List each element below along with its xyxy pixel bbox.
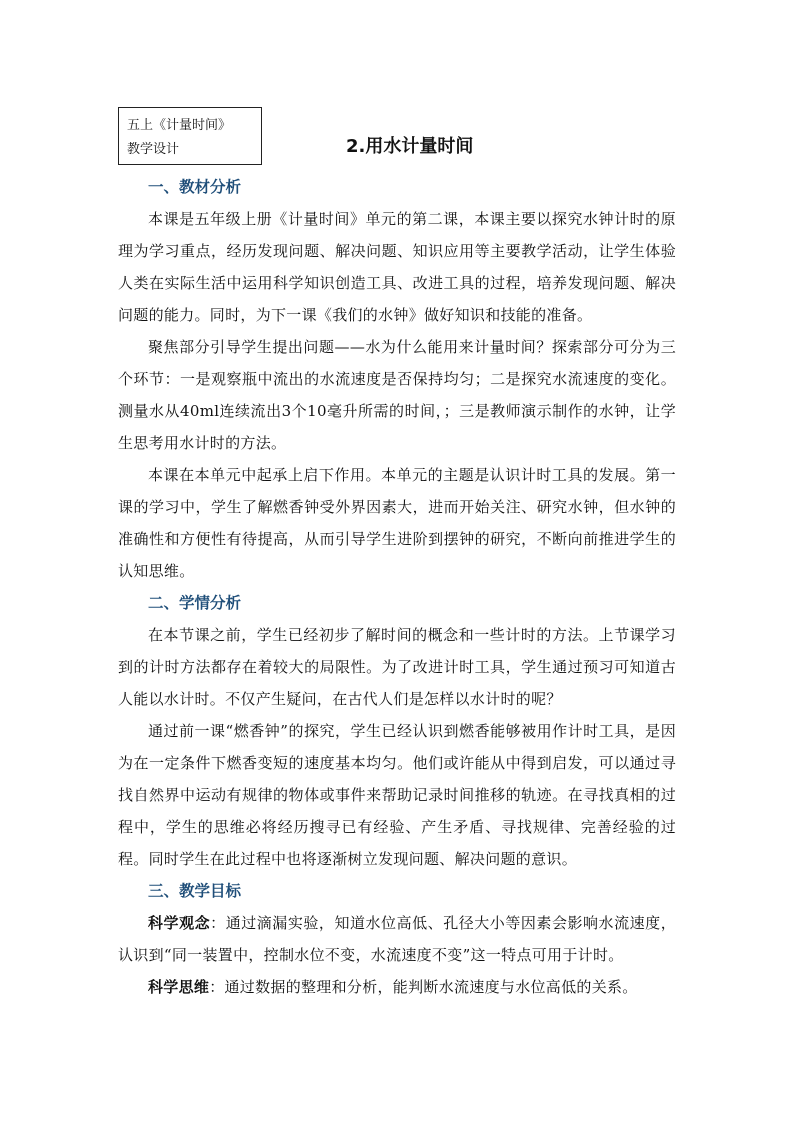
paragraph: 通过前一课“燃香钟”的探究，学生已经认识到燃香能够被用作计时工具，是因为在一定条件下燃香变短的速度基本均匀。他们或许能从中得到启发，可以通过寻找自然界中运动有规律的物体或事件来帮助记录时间推移的轨迹。在寻找真相的过程中，学生的思维必将经历搜寻已有经验、产生矛盾、寻找规律、完善经验的过程。同时学生在此过程中也将逐渐树立发现问题、解决问题的意识。: [118, 722, 676, 868]
section-heading-textbook-analysis: 一、教材分析: [148, 178, 242, 196]
document-title: 2.用水计量时间: [346, 136, 474, 157]
document-body: [118, 171, 676, 1003]
goal-paragraph: [118, 971, 676, 1003]
course-label-line2: 教学设计: [127, 142, 180, 157]
paragraph: 在本节课之前，学生已经初步了解时间的概念和一些计时的方法。上节课学习到的计时方法都存在着较大的局限性。为了改进计时工具，学生通过预习可知道古人能以水计时。不仅产生疑问，在古代人们是怎样以水计时的呢？: [118, 626, 676, 708]
goal-paragraph: [118, 907, 676, 971]
goal-lead: 科学思维: [148, 978, 210, 996]
section-heading-teaching-goals: 三、教学目标: [148, 882, 242, 900]
course-label-box: [118, 107, 262, 165]
course-label-line1: 五上《计量时间》: [127, 118, 232, 133]
section-heading-student-analysis: 二、学情分析: [148, 594, 242, 612]
goal-lead: 科学观念: [148, 914, 211, 932]
paragraph: 本课在本单元中起承上启下作用。本单元的主题是认识计时工具的发展。第一课的学习中，学生了解燃香钟受外界因素大，进而开始关注、研究水钟，但水钟的准确性和方便性有待提高，从而引导学生进阶到摆钟的研究，不断向前推进学生的认知思维。: [118, 466, 676, 580]
paragraph: 聚焦部分引导学生提出问题——水为什么能用来计量时间？探索部分可分为三个环节：一是观察瓶中流出的水流速度是否保持均匀；二是探究水流速度的变化。测量水从40ml连续流出3个10毫升所需的时间，；三是教师演示制作的水钟，让学生思考用水计时的方法。: [118, 338, 676, 452]
paragraph: 本课是五年级上册《计量时间》单元的第二课，本课主要以探究水钟计时的原理为学习重点，经历发现问题、解决问题、知识应用等主要教学活动，让学生体验人类在实际生活中运用科学知识创造工具、改进工具的过程，培养发现问题、解决问题的能力。同时，为下一课《我们的水钟》做好知识和技能的准备。: [118, 210, 676, 324]
goal-text: ：通过滴漏实验，知道水位高低、孔径大小等因素会影响水流速度，认识到“同一装置中，控制水位不变，水流速度不变”这一特点可用于计时。: [118, 914, 676, 964]
goal-text: ：通过数据的整理和分析，能判断水流速度与水位高低的关系。: [209, 978, 638, 996]
